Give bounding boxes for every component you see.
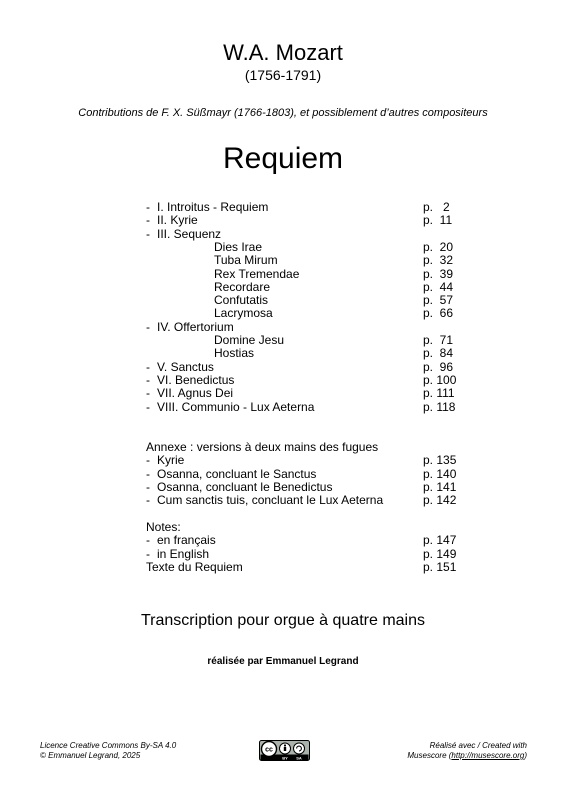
toc-page-number: p. 71: [423, 333, 454, 347]
toc-label: Lacrymosa: [214, 306, 273, 321]
toc-label: Osanna, concluant le Sanctus: [157, 466, 317, 481]
subtitle: Transcription pour orgue à quatre mains: [141, 612, 425, 629]
toc-label: Notes:: [146, 520, 181, 534]
toc-page-number: p. 142: [423, 493, 457, 508]
toc-page-number: p. 66: [423, 306, 454, 321]
toc-entry: [146, 320, 466, 334]
toc-dash: -: [146, 359, 150, 374]
toc-page-number: p. 20: [423, 239, 454, 254]
toc-label: Kyrie: [157, 453, 185, 468]
toc-label: VIII. Communio - Lux Aeterna: [157, 399, 315, 414]
toc-label: III. Sequenz: [157, 226, 222, 241]
toc-page-number: p. 118: [423, 399, 456, 414]
toc-dash: -: [146, 479, 150, 494]
toc-dash: -: [146, 399, 150, 414]
license-block: [40, 741, 176, 761]
toc-dash: -: [146, 319, 150, 334]
toc-entry: [146, 360, 466, 374]
toc-label: in English: [157, 546, 210, 561]
toc-entry: [146, 520, 466, 534]
toc-page-number: p. 100: [423, 372, 457, 387]
toc-entry: [146, 440, 466, 454]
toc-dash: -: [146, 453, 150, 468]
toc-entry: [146, 480, 466, 494]
toc-label: Rex Tremendae: [214, 266, 300, 281]
toc-entry: [146, 253, 466, 267]
toc-dash: -: [146, 466, 150, 481]
toc-page-number: p. 151: [423, 559, 457, 574]
toc-entry: [146, 200, 466, 214]
toc-entry: [146, 400, 466, 414]
toc-page-number: p. 84: [423, 346, 454, 361]
toc-page-number: p. 11: [423, 213, 453, 228]
toc-page-number: p. 32: [423, 253, 454, 268]
toc-dash: -: [146, 213, 150, 228]
toc-entry: [146, 346, 466, 360]
toc-entry: [146, 547, 466, 561]
toc-entry: [146, 280, 466, 294]
toc-page-number: p. 140: [423, 466, 457, 481]
toc-dash: -: [146, 493, 150, 508]
toc-page-number: p. 2: [423, 200, 450, 214]
realisation-credit: réalisée par Emmanuel Legrand: [207, 656, 359, 667]
copyright-text: © Emmanuel Legrand, 2025: [40, 751, 141, 760]
toc-entry: [146, 306, 466, 320]
toc-entry: [146, 267, 466, 281]
toc-page-number: p. 149: [423, 546, 457, 561]
toc-label: I. Introitus - Requiem: [157, 200, 269, 214]
toc-label: Recordare: [214, 279, 271, 294]
musescore-link[interactable]: http://musescore.org: [451, 751, 525, 760]
toc-entry: [146, 386, 466, 400]
toc-entry: [146, 213, 466, 227]
toc-page-number: p. 135: [423, 453, 457, 468]
composer-name: W.A. Mozart: [223, 40, 343, 65]
toc-entry: [146, 240, 466, 254]
toc-label: Tuba Mirum: [214, 253, 278, 268]
toc-entry: [146, 467, 466, 481]
toc-label: IV. Offertorium: [157, 319, 234, 334]
toc-entry: [146, 533, 466, 547]
created-with-block: [407, 741, 527, 761]
toc-label: Dies Irae: [214, 239, 263, 254]
contributions-note: Contributions de F. X. Süßmayr (1766-1803), et possiblement d’autres compositeurs: [78, 107, 488, 119]
toc-entry: [146, 453, 466, 467]
toc-page-number: p. 111: [423, 386, 455, 401]
toc-label: V. Sanctus: [157, 359, 214, 374]
toc-label: Texte du Requiem: [146, 559, 243, 574]
work-title: Requiem: [222, 142, 344, 175]
toc-page-number: p. 57: [423, 293, 454, 308]
license-text: Licence Creative Commons By-SA 4.0: [40, 741, 177, 750]
toc-label: Cum sanctis tuis, concluant le Lux Aeterna: [157, 493, 384, 508]
toc-label: Hostias: [214, 346, 255, 361]
by-letters: BY: [282, 755, 288, 761]
sa-letters: SA: [296, 755, 302, 761]
musescore-credit: [407, 751, 527, 761]
toc-entry: [146, 227, 466, 241]
musescore-prefix: Musescore (: [407, 751, 452, 760]
composer-dates: (1756-1791): [244, 67, 322, 83]
toc-label: Confutatis: [214, 293, 269, 308]
toc-label: Osanna, concluant le Benedictus: [157, 479, 333, 494]
cc-letters: cc: [265, 746, 273, 754]
toc-entry: [146, 373, 466, 387]
toc-entry: [146, 293, 466, 307]
toc-entry: [146, 333, 466, 347]
toc-page-number: p. 44: [423, 279, 454, 294]
toc-entry: [146, 493, 466, 507]
toc-dash: -: [146, 533, 150, 548]
cc-by-sa-icon: [259, 740, 310, 761]
toc-dash: -: [146, 226, 150, 241]
toc-label: en français: [157, 533, 216, 548]
toc-label: Domine Jesu: [214, 333, 285, 347]
created-with-text: Réalisé avec / Created with: [429, 741, 527, 750]
toc-page-number: p. 39: [423, 266, 454, 281]
toc-label: II. Kyrie: [157, 213, 198, 228]
musescore-suffix: ): [524, 751, 527, 760]
toc-dash: -: [146, 372, 150, 387]
toc-page-number: p. 96: [423, 359, 454, 374]
toc-page-number: p. 141: [423, 479, 457, 494]
toc-page-number: p. 147: [423, 533, 457, 548]
toc-label: VI. Benedictus: [157, 372, 235, 387]
toc-dash: -: [146, 546, 150, 561]
toc-entry: [146, 560, 466, 574]
toc-label: Annexe : versions à deux mains des fugues: [146, 440, 379, 454]
toc-dash: -: [146, 200, 150, 214]
toc-label: VII. Agnus Dei: [157, 386, 234, 401]
toc-dash: -: [146, 386, 150, 401]
